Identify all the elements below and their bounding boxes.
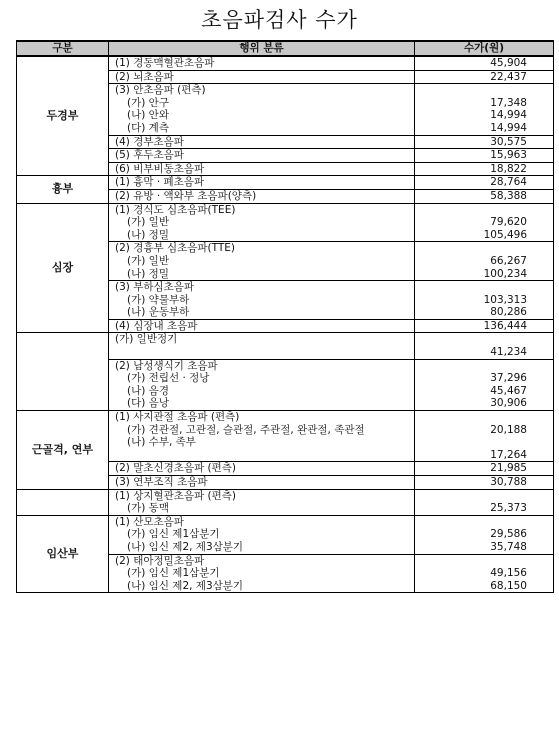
item-line: (가) 일반정기 bbox=[115, 333, 178, 346]
item-line bbox=[115, 346, 414, 359]
item-line: (나) 정밀 bbox=[127, 228, 169, 241]
fee-value: 37,296 bbox=[490, 372, 527, 385]
category-cell: 흉부 bbox=[17, 176, 109, 203]
header-fee: 수가(원) bbox=[415, 41, 554, 56]
item-line: (3) 안초음파 (편측) bbox=[115, 84, 206, 97]
fee-value: 17,348 bbox=[490, 96, 527, 109]
item-line: (5) 후두초음파 bbox=[115, 149, 184, 162]
table-row bbox=[17, 515, 554, 554]
fee-value bbox=[415, 281, 527, 294]
fee-value: 15,963 bbox=[490, 149, 527, 162]
fee-cell bbox=[415, 189, 554, 203]
item-line: (가) 전립선 · 정낭 bbox=[127, 372, 210, 385]
item-line: (1) 상지혈관초음파 (편측) bbox=[115, 489, 237, 502]
item-line: (1) 산모초음파 bbox=[115, 515, 184, 528]
item-line: (1) 경식도 심초음파(TEE) bbox=[115, 203, 236, 216]
item-line: (2) 유방 · 액와부 초음파(양측) bbox=[115, 189, 257, 202]
fee-cell bbox=[415, 515, 554, 554]
item-line: (가) 안구 bbox=[127, 96, 169, 109]
fee-value bbox=[415, 242, 527, 255]
item-cell bbox=[109, 476, 415, 490]
item-line: (2) 경흉부 심초음파(TTE) bbox=[115, 242, 236, 255]
header-category: 구분 bbox=[17, 41, 109, 56]
fee-value bbox=[415, 360, 527, 373]
fee-value: 80,286 bbox=[490, 306, 527, 319]
category-cell bbox=[17, 333, 109, 411]
item-cell bbox=[109, 70, 415, 84]
table-row bbox=[17, 411, 554, 462]
item-line: (나) 정밀 bbox=[127, 267, 169, 280]
fee-value: 68,150 bbox=[490, 579, 527, 592]
fee-value: 14,994 bbox=[490, 121, 527, 134]
fee-value: 41,234 bbox=[490, 346, 527, 359]
item-line: (나) 운동부하 bbox=[127, 306, 190, 319]
fee-value: 105,496 bbox=[483, 228, 527, 241]
item-line: (가) 일반 bbox=[127, 216, 169, 229]
item-line: (나) 음경 bbox=[127, 384, 169, 397]
fee-cell bbox=[415, 162, 554, 176]
item-cell bbox=[109, 359, 415, 410]
item-cell bbox=[109, 56, 415, 70]
fee-value: 14,994 bbox=[490, 109, 527, 122]
fee-cell bbox=[415, 462, 554, 476]
item-cell bbox=[109, 149, 415, 163]
fee-value bbox=[415, 555, 527, 568]
fee-value bbox=[415, 204, 527, 217]
table-row bbox=[17, 333, 554, 359]
item-cell bbox=[109, 515, 415, 554]
header-item: 행위 분류 bbox=[109, 41, 415, 56]
item-cell bbox=[109, 319, 415, 333]
fee-cell bbox=[415, 135, 554, 149]
fee-cell bbox=[415, 149, 554, 163]
item-cell bbox=[109, 135, 415, 149]
fee-value bbox=[415, 411, 527, 424]
item-line: (나) 안와 bbox=[127, 109, 169, 122]
item-line: (다) 음낭 bbox=[127, 397, 169, 410]
item-cell bbox=[109, 189, 415, 203]
item-line: (가) 임신 제1삼분기 bbox=[127, 528, 220, 541]
item-cell bbox=[109, 203, 415, 242]
item-line: (2) 남성생식기 초음파 bbox=[115, 359, 218, 372]
fee-value bbox=[415, 333, 527, 346]
item-line: (나) 임신 제2, 제3삼분기 bbox=[127, 540, 244, 553]
item-cell bbox=[109, 462, 415, 476]
fee-value: 28,764 bbox=[490, 176, 527, 189]
fee-value: 136,444 bbox=[483, 319, 527, 332]
fee-cell bbox=[415, 359, 554, 410]
fee-cell bbox=[415, 489, 554, 515]
item-line: (다) 계측 bbox=[127, 121, 169, 134]
fee-value bbox=[415, 84, 527, 97]
fee-cell bbox=[415, 476, 554, 490]
fee-cell bbox=[415, 554, 554, 593]
fee-value: 66,267 bbox=[490, 254, 527, 267]
item-line: (가) 약물부하 bbox=[127, 293, 190, 306]
item-line: (가) 견관절, 고관절, 슬관절, 주관절, 완관절, 족관절 bbox=[127, 423, 365, 436]
fee-cell bbox=[415, 242, 554, 281]
fee-cell bbox=[415, 70, 554, 84]
fee-value bbox=[415, 516, 527, 529]
category-cell: 두경부 bbox=[17, 56, 109, 176]
table-row bbox=[17, 176, 554, 190]
fee-cell bbox=[415, 203, 554, 242]
item-cell bbox=[109, 554, 415, 593]
item-line: (나) 임신 제2, 제3삼분기 bbox=[127, 579, 244, 592]
item-line: (1) 사지관절 초음파 (편측) bbox=[115, 411, 240, 424]
item-line: (나) 수부, 족부 bbox=[127, 436, 196, 449]
item-line: (4) 경부초음파 bbox=[115, 135, 184, 148]
table-row bbox=[17, 489, 554, 515]
fee-value: 25,373 bbox=[490, 502, 527, 515]
fee-value: 103,313 bbox=[483, 293, 527, 306]
fee-value: 29,586 bbox=[490, 528, 527, 541]
fee-value: 30,788 bbox=[490, 476, 527, 488]
category-cell: 심장 bbox=[17, 203, 109, 333]
item-cell bbox=[109, 162, 415, 176]
fee-cell bbox=[415, 319, 554, 333]
item-cell bbox=[109, 411, 415, 462]
fee-value: 45,467 bbox=[490, 384, 527, 397]
fee-value: 45,904 bbox=[490, 57, 527, 69]
item-line: (4) 심장내 초음파 bbox=[115, 319, 198, 332]
fee-value: 17,264 bbox=[490, 448, 527, 461]
fee-value: 18,822 bbox=[490, 162, 527, 175]
fee-value: 49,156 bbox=[490, 567, 527, 580]
table-row bbox=[17, 203, 554, 242]
fee-value: 100,234 bbox=[483, 267, 527, 280]
fee-value: 20,188 bbox=[490, 423, 527, 436]
item-line: (6) 비부비동초음파 bbox=[115, 162, 205, 175]
fee-value: 35,748 bbox=[490, 540, 527, 553]
category-cell bbox=[17, 489, 109, 515]
item-line: (3) 부하심초음파 bbox=[115, 281, 195, 294]
fee-value bbox=[415, 436, 527, 449]
category-cell: 임산부 bbox=[17, 515, 109, 593]
item-cell bbox=[109, 281, 415, 320]
item-cell bbox=[109, 333, 415, 359]
fee-value bbox=[415, 490, 527, 503]
item-line: (2) 말초신경초음파 (편측) bbox=[115, 462, 237, 475]
fee-cell bbox=[415, 411, 554, 462]
table-header-row bbox=[17, 41, 554, 56]
fee-value: 22,437 bbox=[490, 70, 527, 83]
item-cell bbox=[109, 84, 415, 135]
fee-cell bbox=[415, 56, 554, 70]
fee-cell bbox=[415, 84, 554, 135]
fee-table bbox=[16, 40, 554, 593]
item-cell bbox=[109, 489, 415, 515]
item-line: (가) 임신 제1삼분기 bbox=[127, 567, 220, 580]
page-title: 초음파검사 수가 bbox=[201, 8, 358, 32]
item-cell bbox=[109, 176, 415, 190]
category-cell: 근골격, 연부 bbox=[17, 411, 109, 490]
table-row bbox=[17, 56, 554, 70]
item-line: (가) 동맥 bbox=[127, 502, 169, 515]
fee-value: 21,985 bbox=[490, 462, 527, 475]
fee-value: 30,575 bbox=[490, 135, 527, 148]
fee-cell bbox=[415, 281, 554, 320]
item-line: (2) 뇌초음파 bbox=[115, 70, 174, 83]
fee-value: 58,388 bbox=[490, 189, 527, 202]
item-line: (3) 연부조직 초음파 bbox=[115, 476, 208, 488]
fee-cell bbox=[415, 176, 554, 190]
item-cell bbox=[109, 242, 415, 281]
fee-value: 79,620 bbox=[490, 216, 527, 229]
table-body bbox=[17, 56, 554, 593]
item-line: (1) 흉막 · 폐초음파 bbox=[115, 176, 205, 189]
item-line: (2) 태아정밀초음파 bbox=[115, 554, 205, 567]
item-line: (1) 경동맥혈관초음파 bbox=[115, 57, 215, 69]
fee-cell bbox=[415, 333, 554, 359]
fee-value: 30,906 bbox=[490, 397, 527, 410]
item-line: (가) 일반 bbox=[127, 254, 169, 267]
